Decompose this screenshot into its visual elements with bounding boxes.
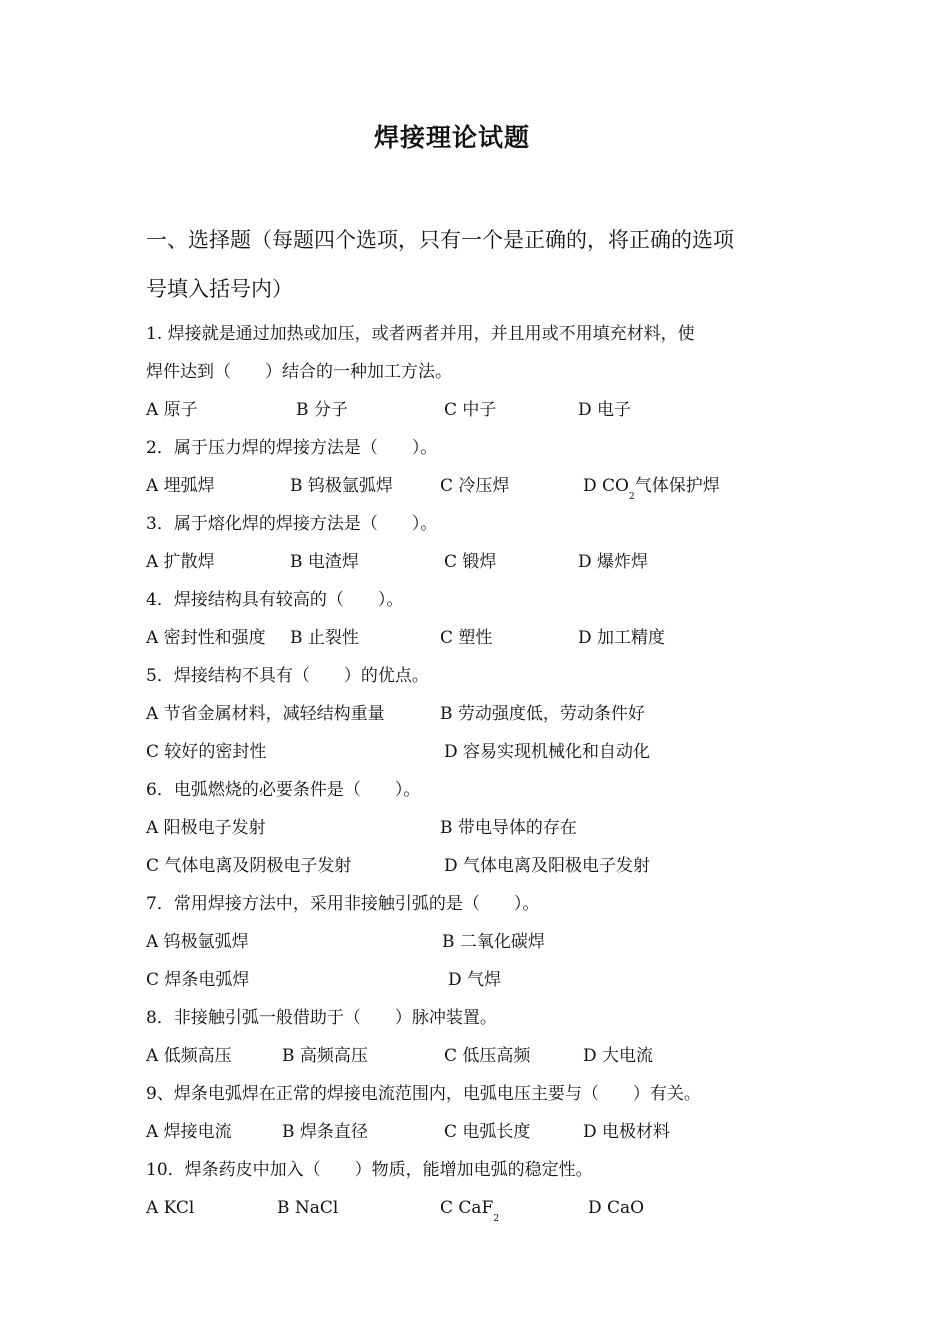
- q10-option-c: [440, 1197, 499, 1230]
- q10-option-d: D CaO: [588, 1198, 645, 1218]
- q10-option-b: B NaCl: [277, 1198, 339, 1218]
- q3-option-b: B 电渣焊: [290, 552, 359, 572]
- q1-option-d: D 电子: [578, 400, 632, 420]
- q9-option-c: C 电弧长度: [444, 1122, 531, 1142]
- question-4-text: 4．焊接结构具有较高的（ ）。: [146, 590, 404, 610]
- q9-option-b: B 焊条直径: [282, 1122, 368, 1142]
- question-9-text: 9、焊条电弧焊在正常的焊接电流范围内，电弧电压主要与（ ）有关。: [146, 1084, 701, 1104]
- question-10-text: 10．焊条药皮中加入（ ）物质，能增加电弧的稳定性。: [146, 1160, 593, 1180]
- q2-option-d-subscript: 2: [628, 492, 635, 502]
- q3-option-c: C 锻焊: [444, 552, 497, 572]
- q2-option-c: C 冷压焊: [440, 476, 510, 496]
- q7-option-d: D 气焊: [448, 970, 502, 990]
- q5-option-d: D 容易实现机械化和自动化: [444, 742, 651, 762]
- q5-option-a: A 节省金属材料，减轻结构重量: [146, 704, 385, 724]
- q2-option-a: A 埋弧焊: [146, 476, 215, 496]
- page-title: 焊接理论试题: [373, 123, 530, 152]
- question-7-text: 7．常用焊接方法中，采用非接触引弧的是（ ）。: [146, 894, 540, 914]
- q10-option-c-subscript: 2: [493, 1214, 500, 1224]
- question-5-text: 5．焊接结构不具有（ ）的优点。: [146, 666, 429, 686]
- q2-option-d: [583, 475, 720, 508]
- q2-option-d-suffix: 气体保护焊: [634, 476, 720, 496]
- question-6-text: 6．电弧燃烧的必要条件是（ ）。: [146, 780, 421, 800]
- q1-option-a: A 原子: [146, 400, 198, 420]
- q8-option-b: B 高频高压: [282, 1046, 368, 1066]
- q10-option-a: A KCl: [146, 1198, 195, 1218]
- q5-option-b: B 劳动强度低，劳动条件好: [440, 704, 645, 724]
- q4-option-a: A 密封性和强度: [146, 628, 266, 648]
- q6-option-c: C 气体电离及阴极电子发射: [146, 856, 352, 876]
- q5-option-c: C 较好的密封性: [146, 742, 267, 762]
- q6-option-b: B 带电导体的存在: [440, 818, 577, 838]
- q6-option-d: D 气体电离及阳极电子发射: [444, 856, 651, 876]
- q1-option-b: B 分子: [296, 400, 348, 420]
- q4-option-d: D 加工精度: [578, 628, 666, 648]
- question-8-text: 8．非接触引弧一般借助于（ ）脉冲装置。: [146, 1008, 497, 1028]
- q6-option-a: A 阳极电子发射: [146, 818, 266, 838]
- q7-option-a: A 钨极氩弧焊: [146, 932, 249, 952]
- question-1-text-cont: 焊件达到（ ）结合的一种加工方法。: [146, 362, 452, 382]
- q8-option-a: A 低频高压: [146, 1046, 232, 1066]
- q1-option-c: C 中子: [444, 400, 497, 420]
- q9-option-d: D 电极材料: [583, 1122, 671, 1142]
- section-heading-line-2: 号填入括号内）: [146, 277, 293, 301]
- q10-option-c-prefix: C CaF: [440, 1198, 494, 1218]
- question-2-text: 2．属于压力焊的焊接方法是（ ）。: [146, 438, 438, 458]
- q8-option-d: D 大电流: [583, 1046, 654, 1066]
- q9-option-a: A 焊接电流: [146, 1122, 232, 1142]
- question-1-text: 1. 焊接就是通过加热或加压，或者两者并用，并且用或不用填充材料，使: [146, 324, 695, 344]
- q7-option-c: C 焊条电弧焊: [146, 970, 250, 990]
- section-heading-line-1: 一、选择题（每题四个选项，只有一个是正确的，将正确的选项: [146, 228, 734, 252]
- q3-option-a: A 扩散焊: [146, 552, 215, 572]
- question-3-text: 3．属于熔化焊的焊接方法是（ ）。: [146, 514, 438, 534]
- q7-option-b: B 二氧化碳焊: [442, 932, 545, 952]
- q3-option-d: D 爆炸焊: [578, 552, 649, 572]
- q2-option-d-prefix: D CO: [583, 476, 629, 496]
- q4-option-b: B 止裂性: [290, 628, 359, 648]
- q4-option-c: C 塑性: [440, 628, 493, 648]
- q8-option-c: C 低压高频: [444, 1046, 531, 1066]
- q2-option-b: B 钨极氩弧焊: [290, 476, 393, 496]
